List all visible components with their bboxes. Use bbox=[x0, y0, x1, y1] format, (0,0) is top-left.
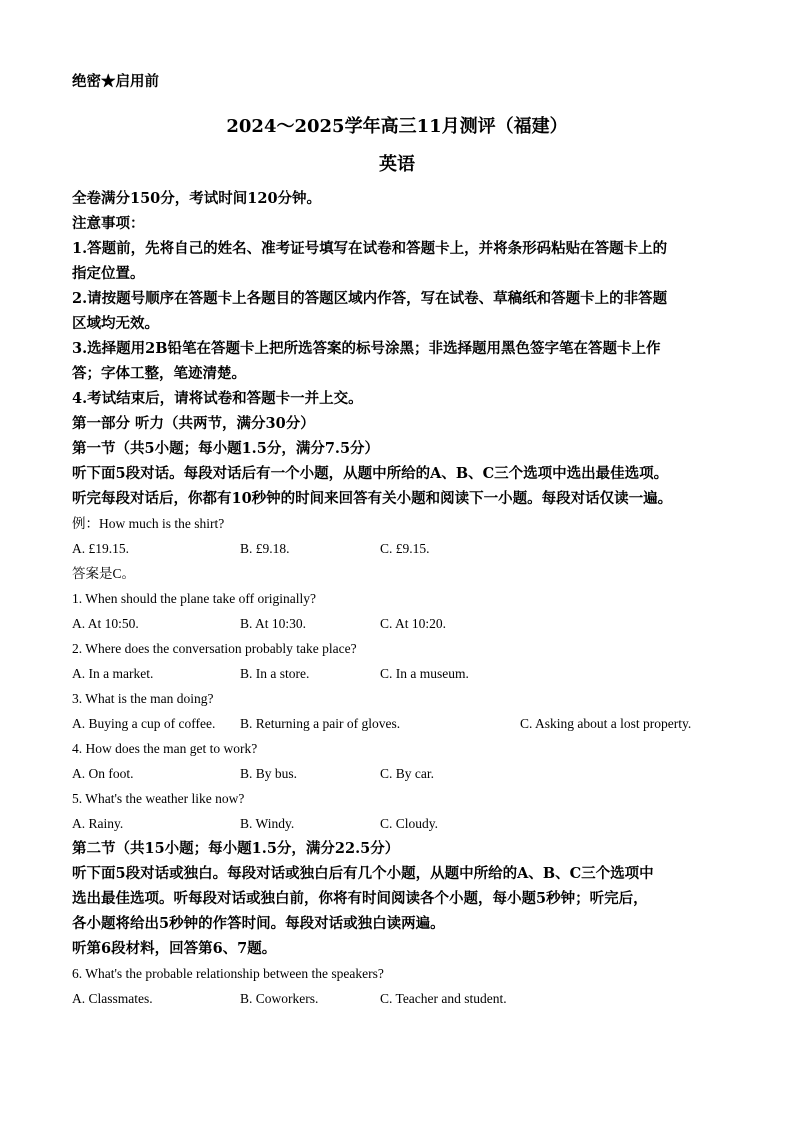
example-option-b: B. £9.18. bbox=[240, 541, 290, 556]
subject-title: 英语 bbox=[379, 154, 415, 175]
note-2-line-1: 2.请按题号顺序在答题卡上各题目的答题区域内作答，写在试卷、草稿纸和答题卡上的非答题 bbox=[72, 290, 668, 307]
q1-option-a: A. At 10:50. bbox=[72, 616, 139, 631]
q6-option-c: C. Teacher and student. bbox=[380, 991, 507, 1006]
q4-option-b: B. By bus. bbox=[240, 766, 298, 781]
section2-heading: 第二节（共15小题；每小题1.5分，满分22.5分） bbox=[72, 840, 400, 857]
q1-option-b: B. At 10:30. bbox=[240, 616, 307, 631]
section2-instruction-line-3: 各小题将给出5秒钟的作答时间。每段对话或独白读两遍。 bbox=[72, 915, 445, 932]
section1-instruction-line-2: 听完每段对话后，你都有10秒钟的时间来回答有关小题和阅读下一小题。每段对话仅读一遍。 bbox=[72, 490, 673, 507]
notes-heading: 注意事项： bbox=[72, 215, 145, 232]
material-6-heading: 听第6段材料，回答第6、7题。 bbox=[72, 940, 277, 957]
q5-option-c: C. Cloudy. bbox=[380, 816, 439, 831]
example-option-c: C. £9.15. bbox=[380, 541, 430, 556]
example-option-a: A. £19.15. bbox=[72, 541, 129, 556]
section2-instruction-line-2: 选出最佳选项。听每段对话或独白前，你将有时间阅读各个小题，每小题5秒钟；听完后， bbox=[72, 890, 648, 907]
note-3-line-1: 3.选择题用2B铅笔在答题卡上把所选答案的标号涂黑；非选择题用黑色签字笔在答题卡上作 bbox=[72, 340, 661, 357]
q2-option-c: C. In a museum. bbox=[380, 666, 469, 681]
q3-option-c: C. Asking about a lost property. bbox=[520, 716, 692, 731]
section2-instruction-line-1: 听下面5段对话或独白。每段对话或独白后有几个小题，从题中所给的A、B、C三个选项中 bbox=[72, 865, 654, 882]
q5-option-a: A. Rainy. bbox=[72, 816, 124, 831]
note-1-line-2: 指定位置。 bbox=[72, 265, 145, 282]
example-question: 例：How much is the shirt? bbox=[72, 516, 225, 531]
question-5: 5. What's the weather like now? bbox=[72, 791, 245, 806]
note-4: 4.考试结束后，请将试卷和答题卡一并上交。 bbox=[72, 390, 363, 407]
question-4: 4. How does the man get to work? bbox=[72, 741, 258, 756]
note-3-line-2: 答；字体工整，笔迹清楚。 bbox=[72, 365, 246, 382]
q6-option-b: B. Coworkers. bbox=[240, 991, 319, 1006]
example-answer: 答案是C。 bbox=[72, 566, 136, 581]
q1-option-c: C. At 10:20. bbox=[380, 616, 447, 631]
note-2-line-2: 区域均无效。 bbox=[72, 315, 159, 332]
confidential-label: 绝密★启用前 bbox=[72, 73, 159, 90]
q3-option-b: B. Returning a pair of gloves. bbox=[240, 716, 401, 731]
q5-option-b: B. Windy. bbox=[240, 816, 295, 831]
question-3: 3. What is the man doing? bbox=[72, 691, 214, 706]
q4-option-c: C. By car. bbox=[380, 766, 434, 781]
exam-title: 2024～2025学年高三11月测评（福建） bbox=[226, 116, 568, 137]
question-2: 2. Where does the conversation probably take place? bbox=[72, 641, 357, 656]
section1-heading: 第一节（共5小题；每小题1.5分，满分7.5分） bbox=[72, 440, 380, 457]
note-1-line-1: 1.答题前，先将自己的姓名、准考证号填写在试卷和答题卡上，并将条形码粘贴在答题卡上的 bbox=[72, 240, 668, 257]
part1-heading: 第一部分 听力（共两节，满分30分） bbox=[72, 415, 315, 432]
q2-option-a: A. In a market. bbox=[72, 666, 154, 681]
q3-option-a: A. Buying a cup of coffee. bbox=[72, 716, 216, 731]
section1-instruction-line-1: 听下面5段对话。每段对话后有一个小题，从题中所给的A、B、C三个选项中选出最佳选项。 bbox=[72, 465, 669, 482]
score-time-info: 全卷满分150分，考试时间120分钟。 bbox=[72, 190, 322, 207]
q6-option-a: A. Classmates. bbox=[72, 991, 153, 1006]
question-6: 6. What's the probable relationship between the speakers? bbox=[72, 966, 384, 981]
q4-option-a: A. On foot. bbox=[72, 766, 134, 781]
q2-option-b: B. In a store. bbox=[240, 666, 310, 681]
question-1: 1. When should the plane take off originally? bbox=[72, 591, 316, 606]
